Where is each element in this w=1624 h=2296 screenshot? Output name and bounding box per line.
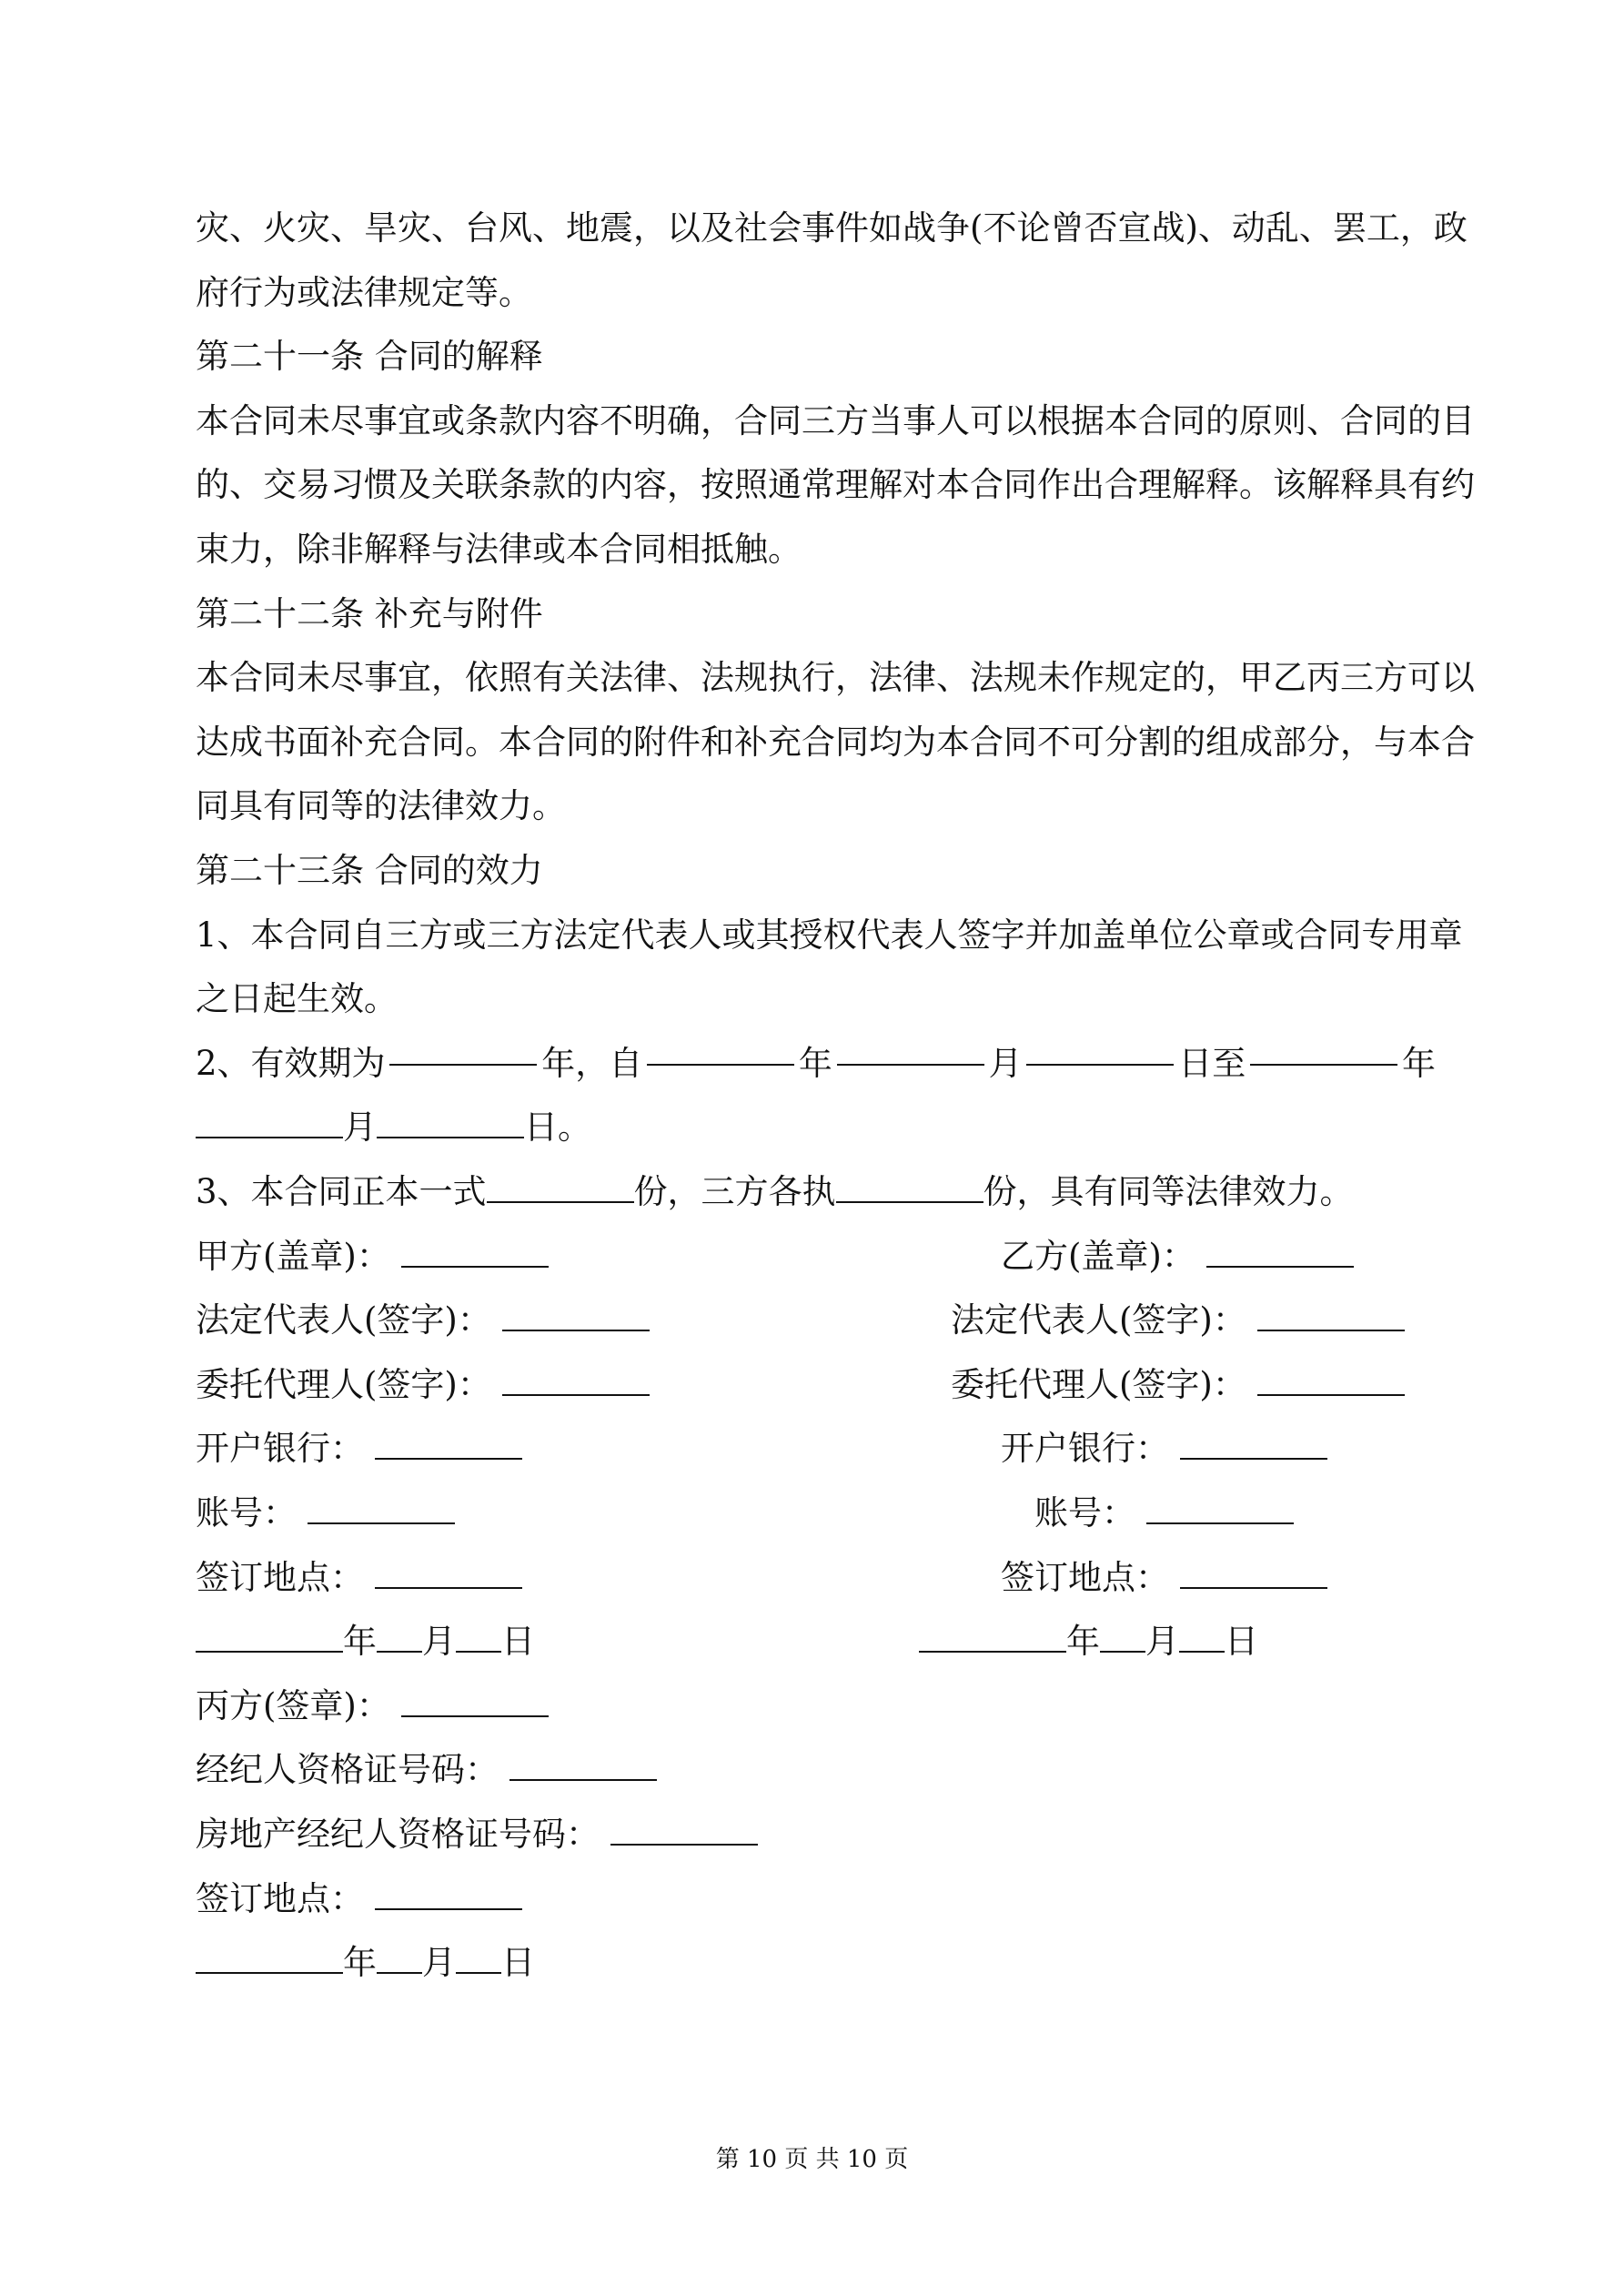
label: 账号： xyxy=(196,1493,297,1532)
validity-line xyxy=(196,1037,1436,1091)
blank-field[interactable] xyxy=(401,1688,549,1717)
label: 月 xyxy=(422,1943,456,1982)
article-23-heading: 第二十三条 合同的效力 xyxy=(196,851,543,890)
blank-field[interactable] xyxy=(610,1816,758,1846)
party-b-seal xyxy=(1001,1229,1354,1284)
bank-row xyxy=(196,1421,1436,1476)
label: 签订地点： xyxy=(1001,1558,1169,1597)
account-row xyxy=(196,1486,1436,1541)
broker-cert-row xyxy=(196,1743,1436,1797)
label: 签订地点： xyxy=(196,1558,364,1597)
party-c-seal xyxy=(196,1679,1436,1734)
label: 月 xyxy=(988,1044,1023,1083)
copies-line xyxy=(196,1165,1436,1219)
label: 年，自 xyxy=(541,1044,643,1083)
label: 丙方(签章)： xyxy=(196,1686,390,1725)
text-line: 束力，除非解释与法律或本合同相抵触。 xyxy=(196,530,802,569)
blank-field[interactable] xyxy=(1180,1560,1327,1589)
blank-field[interactable] xyxy=(456,1623,501,1653)
blank-field[interactable] xyxy=(377,1623,422,1653)
realestate-broker-cert-row xyxy=(196,1807,1436,1862)
blank-field[interactable] xyxy=(1100,1623,1145,1653)
label: 日 xyxy=(501,1622,535,1661)
label: 份，三方各执 xyxy=(633,1172,836,1211)
label: 日。 xyxy=(524,1108,591,1147)
label: 账号： xyxy=(1034,1493,1135,1532)
label: 月 xyxy=(343,1108,377,1147)
blank-field[interactable] xyxy=(1206,1239,1354,1268)
blank-field[interactable] xyxy=(836,1174,983,1203)
blank-field[interactable] xyxy=(456,1945,501,1974)
article-21-heading: 第二十一条 合同的解释 xyxy=(196,337,543,376)
label: 开户银行： xyxy=(1001,1429,1169,1468)
label: 法定代表人(签字)： xyxy=(951,1300,1246,1340)
label: 3、本合同正本一式 xyxy=(196,1172,487,1211)
blank-field[interactable] xyxy=(389,1037,537,1066)
blank-field[interactable] xyxy=(196,1109,343,1138)
label: 经纪人资格证号码： xyxy=(196,1750,499,1789)
place-row xyxy=(196,1551,1436,1605)
text-line: 的 、 交 易 习 惯 及 关 联 条 款 的 内 容 ， 按 照 通 常 理 解 对 本 合 同 作 出 合 理 解 释 。 该 解 释 具 有 约 xyxy=(196,465,1475,504)
text-line: 之日起生效。 xyxy=(196,979,398,1018)
blank-field[interactable] xyxy=(375,1881,522,1910)
blank-field[interactable] xyxy=(377,1109,524,1138)
text-line: 府行为或法律规定等。 xyxy=(196,273,532,312)
blank-field[interactable] xyxy=(401,1239,549,1268)
place-row-c xyxy=(196,1872,1436,1927)
label: 月 xyxy=(422,1622,456,1661)
label: 份，具有同等法律效力。 xyxy=(983,1172,1354,1211)
text-line: 1 、 本 合 同 自 三 方 或 三 方 法 定 代 表 人 或 其 授 权 代 表 人 签 字 并 加 盖 单 位 公 章 或 合 同 专 用 章 xyxy=(196,915,1463,955)
blank-field[interactable] xyxy=(1257,1367,1405,1396)
blank-field[interactable] xyxy=(196,1945,343,1974)
label: 法定代表人(签字)： xyxy=(196,1300,491,1340)
blank-field[interactable] xyxy=(1146,1495,1294,1524)
party-a-seal xyxy=(196,1229,1436,1284)
label: 委托代理人(签字)： xyxy=(196,1365,491,1404)
label: 委托代理人(签字)： xyxy=(951,1365,1246,1404)
text-line: 同具有同等的法律效力。 xyxy=(196,786,566,825)
blank-field[interactable] xyxy=(647,1037,794,1066)
blank-field[interactable] xyxy=(1250,1037,1397,1066)
text-line: 本 合 同 未 尽 事 宜 ， 依 照 有 关 法 律 、 法 规 执 行 ， 法 律 、 法 规 未 作 规 定 的 ， 甲 乙 丙 三 方 可 以 xyxy=(196,658,1475,697)
date-row xyxy=(196,1614,1436,1669)
label: 日 xyxy=(501,1943,535,1982)
label: 年 xyxy=(1401,1044,1436,1083)
blank-field[interactable] xyxy=(375,1560,522,1589)
text-line: 本 合 同 未 尽 事 宜 或 条 款 内 容 不 明 确 ， 合 同 三 方 当 事 人 可 以 根 据 本 合 同 的 原 则 、 合 同 的 目 xyxy=(196,401,1475,440)
blank-field[interactable] xyxy=(1026,1037,1174,1066)
blank-field[interactable] xyxy=(1257,1302,1405,1331)
label: 房地产经纪人资格证号码： xyxy=(196,1815,600,1854)
date-row-c xyxy=(196,1936,1436,1990)
blank-field[interactable] xyxy=(502,1302,650,1331)
label: 乙方(盖章)： xyxy=(1001,1237,1195,1276)
agent-row xyxy=(196,1358,1436,1412)
label: 日至 xyxy=(1178,1044,1246,1083)
label: 签订地点： xyxy=(196,1879,364,1918)
blank-field[interactable] xyxy=(919,1623,1066,1653)
blank-field[interactable] xyxy=(308,1495,455,1524)
label: 年 xyxy=(798,1044,832,1083)
blank-field[interactable] xyxy=(1180,1431,1327,1460)
legal-rep-row xyxy=(196,1293,1436,1348)
label: 甲方(盖章)： xyxy=(196,1237,390,1276)
label: 月 xyxy=(1145,1622,1179,1661)
label: 年 xyxy=(343,1622,377,1661)
blank-field[interactable] xyxy=(837,1037,984,1066)
label: 开户银行： xyxy=(196,1429,364,1468)
blank-field[interactable] xyxy=(502,1367,650,1396)
blank-field[interactable] xyxy=(1179,1623,1225,1653)
label: 年 xyxy=(1066,1622,1100,1661)
validity-line-2 xyxy=(196,1100,1436,1155)
blank-field[interactable] xyxy=(487,1174,634,1203)
label: 2、有效期为 xyxy=(196,1044,386,1083)
article-22-heading: 第二十二条 补充与附件 xyxy=(196,594,543,633)
blank-field[interactable] xyxy=(196,1623,343,1653)
blank-field[interactable] xyxy=(377,1945,422,1974)
blank-field[interactable] xyxy=(375,1431,522,1460)
blank-field[interactable] xyxy=(509,1752,657,1781)
label: 日 xyxy=(1225,1622,1258,1661)
text-line: 达 成 书 面 补 充 合 同 。 本 合 同 的 附 件 和 补 充 合 同 均 为 本 合 同 不 可 分 割 的 组 成 部 分 ， 与 本 合 xyxy=(196,723,1475,762)
page-number-footer: 第 10 页 共 10 页 xyxy=(715,2146,909,2173)
text-line: 灾 、 火 灾 、 旱 灾 、 台 风 、 地 震 ， 以 及 社 会 事 件 如 战 争 ( 不 论 曾 否 宣 战 ) 、 动 乱 、 罢 工 ， 政 xyxy=(196,208,1468,248)
label: 年 xyxy=(343,1943,377,1982)
